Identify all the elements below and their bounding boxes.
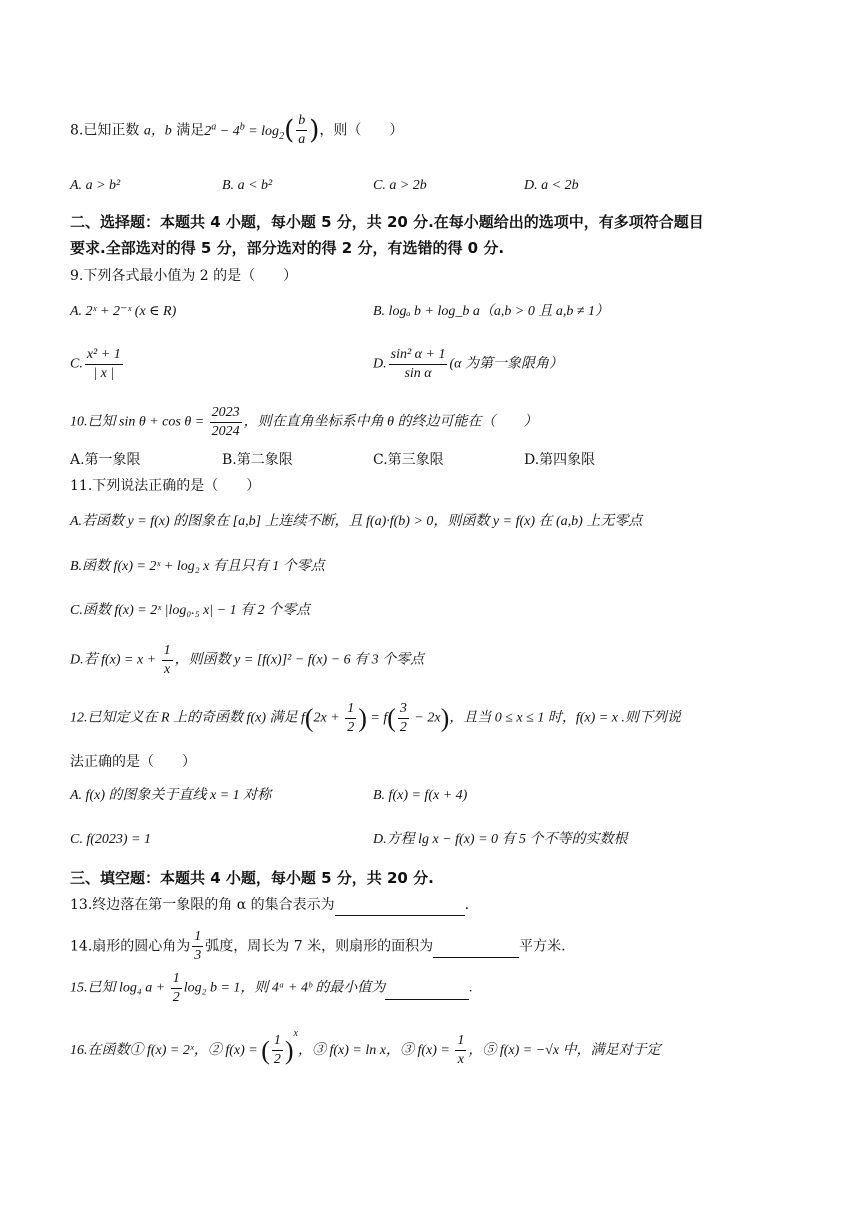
q16-exp-x: x <box>293 1028 298 1039</box>
q9-option-b[interactable] <box>373 302 609 322</box>
q14-answer-blank[interactable] <box>433 937 519 958</box>
q12-option-a[interactable]: A. f(x) 的图象关于直线 x = 1 对称 <box>70 788 272 803</box>
question-9-stem: 9.下列各式最小值为 2 的是（ ） <box>70 268 298 284</box>
q8-fraction <box>296 112 307 149</box>
q8-log-base: 2 <box>279 130 285 142</box>
q9-option-d[interactable]: D. $\frac{\text{sin² α + 1}}{\text{sin α}}$ (α 为第一象限角） <box>373 347 563 381</box>
question-11-stem: 11.下列说法正确的是（ ） <box>70 478 261 494</box>
q8-text-pre: 8.已知正数 <box>70 122 144 139</box>
question-13: 13.终边落在第一象限的角 α 的集合表示为 . <box>70 895 469 916</box>
q8-eq-log: = log <box>244 123 280 139</box>
q13-answer-blank[interactable] <box>335 895 465 916</box>
q9-option-b-expr: B. logₐ b + log_b a <box>373 304 480 319</box>
q16-fraction-2: $\frac{1}{x}$ <box>457 1033 465 1068</box>
question-12-stem: 12.已知定义在 R 上的奇函数 f(x) 满足 f(2x + $\frac{1}{2}$ ) = f( $\frac{3}{2}$ − 2x)，且当 0 ≤ x ≤ 1 时，f(x) = x .则下列说 <box>70 701 681 735</box>
q9-option-b-cond: （a,b > 0 且 a,b ≠ 1） <box>479 304 610 319</box>
section-2-heading-line1: 二、选择题：本题共 4 小题，每小题 5 分，共 20 分.在每小题给出的选项中，有多项符合题目 <box>70 213 704 231</box>
q8-option-d[interactable]: D. a < 2b <box>524 178 579 193</box>
q12-frac-2: $\frac{3}{2}$ <box>399 701 407 735</box>
q11-option-a[interactable]: A.若函数 y = f(x) 的图象在 [a,b] 上连续不断，且 f(a)·f(b) > 0，则函数 y = f(x) 在 (a,b) 上无零点 <box>70 514 643 529</box>
q8-option-c[interactable]: C. a > 2b <box>373 178 427 193</box>
q10-option-a[interactable]: A.第一象限 <box>70 452 141 468</box>
q8-frac-den: a <box>298 132 306 147</box>
q10-option-d[interactable]: D.第四象限 <box>524 452 596 468</box>
q12-option-c[interactable]: C. f(2023) = 1 <box>70 832 151 847</box>
question-16: 16.在函数① f(x) = 2ˣ，② f(x) = ( $\frac{1}{2}$ )$^x$，③ f(x) = ln x，③ f(x) = $\frac{1}{x}$ ，⑤ f(x) = −√x 中，满足对于定 <box>70 1028 661 1068</box>
q8-exp-b: b <box>239 120 245 132</box>
q9-option-c[interactable]: C. $\frac{\text{x² + 1}}{| x |}$ <box>70 347 121 381</box>
q9-option-a[interactable]: A. 2ˣ + 2⁻ˣ (x ∈ R) <box>70 304 177 319</box>
q16-fraction-1: $\frac{1}{2}$ <box>273 1033 281 1068</box>
q11-option-d-fraction: $\frac{1}{x}$ <box>163 643 171 677</box>
q10-option-c[interactable]: C.第三象限 <box>373 452 444 468</box>
q9-option-d-fraction: $\frac{\text{sin² α + 1}}{\text{sin α}}$ <box>390 347 446 381</box>
question-12-stem-line2: 法正确的是（ ） <box>70 754 196 770</box>
question-15: 15.已知 log₄ a + $\frac{1}{2}$ log₂ b = 1，则 4ᵃ + 4ᵇ 的最小值为 . <box>70 971 473 1005</box>
q8-base-2: 2 <box>204 123 212 139</box>
q12-frac-1: $\frac{1}{2}$ <box>347 701 355 735</box>
q8-exp-a: a <box>211 120 217 132</box>
q9-option-c-fraction: $\frac{\text{x² + 1}}{| x |}$ <box>86 347 121 381</box>
q11-option-d[interactable]: D.若 f(x) = x + $\frac{1}{x}$ ，则函数 y = [f(x)]² − f(x) − 6 有 3 个零点 <box>70 643 425 677</box>
q10-fraction: $\frac{2023}{2024}$ <box>211 405 240 439</box>
question-10-stem: 10.已知 sin θ + cos θ = $\frac{2023}{2024}$ ，则在直角坐标系中角 θ 的终边可能在（ ） <box>70 405 538 439</box>
q12-option-b[interactable]: B. f(x) = f(x + 4) <box>373 788 468 803</box>
q9-option-d-cond: (α 为第一象限角） <box>449 356 563 372</box>
q8-option-b[interactable]: B. a < b² <box>222 178 273 193</box>
q11-option-c[interactable]: C.函数 f(x) = 2ˣ |log₀.₅ x| − 1 有 2 个零点 <box>70 603 311 618</box>
q15-answer-blank[interactable] <box>385 979 469 1000</box>
q8-frac-num: b <box>296 112 307 131</box>
q15-fraction: $\frac{1}{2}$ <box>172 971 180 1005</box>
section-2-heading-line2: 要求.全部选对的得 5 分，部分选对的得 2 分，有选错的得 0 分. <box>70 239 505 257</box>
q10-option-b[interactable]: B.第二象限 <box>222 452 293 468</box>
question-8-stem: 8.已知正数 a，b 满足$2^a - 4^b = \log_2$( $\frac{b}{a}$ )，则（ ） <box>70 113 404 147</box>
section-3-heading: 三、填空题：本题共 4 小题，每小题 5 分，共 20 分. <box>70 869 434 887</box>
q8-vars: a，b <box>143 123 172 139</box>
q14-fraction: $\frac{1}{3}$ <box>194 929 202 963</box>
q8-minus-4: − 4 <box>216 123 240 139</box>
q11-option-b[interactable]: B.函数 f(x) = 2ˣ + log₂ x 有且只有 1 个零点 <box>70 559 325 574</box>
q8-text-mid: 满足 <box>171 122 205 139</box>
q8-option-a[interactable]: A. a > b² <box>70 178 121 193</box>
question-14: 14.扇形的圆心角为 $\frac{1}{3}$ 弧度，周长为 7 米，则扇形的面积为 平方米. <box>70 929 566 963</box>
q8-text-post: ，则（ ） <box>319 122 404 139</box>
q12-option-d[interactable]: D.方程 lg x − f(x) = 0 有 5 个不等的实数根 <box>373 832 628 847</box>
